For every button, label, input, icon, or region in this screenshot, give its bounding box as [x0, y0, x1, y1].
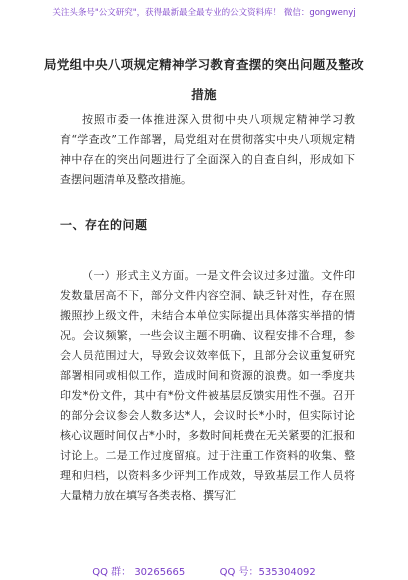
intro-paragraph: 按照市委一体推进深入贯彻中央八项规定精神学习教育“学查改”工作部署，局党组对在贯彻落实中央八项规定精神中存在的突出问题进行了全面深入的自查自纠，形成如下查摆问题清单及整改措施。: [60, 113, 355, 186]
document-title: [0, 50, 408, 110]
header-banner: 关注头条号"公文研究"，获得最新最全最专业的公文资料库！ 微信：gongwenyj: [52, 8, 356, 18]
title-line-2: 措施: [191, 87, 217, 102]
footer-qq-number: QQ 号：535304092: [219, 567, 316, 578]
footer-qq-group: QQ 群： 30265665: [92, 567, 186, 578]
title-line-1: 局党组中央八项规定精神学习教育查摆的突出问题及整改: [43, 57, 364, 72]
section-heading: 一、存在的问题: [60, 218, 148, 232]
section-body-paragraph: （一）形式主义方面。一是文件会议过多过滥。文件印发数量居高不下，部分文件内容空洞、缺乏针对性，存在照搬照抄上级文件，未结合本单位实际提出具体落实举措的情况。会议频繁，一些会议主题不明确、议程安排不合理，参会人员范围过大，导致会议效率低下，且部分会议重复研究部署相同或相似工作，造成时间和资源的浪费。如一季度共印发*份文件，其中有*份文件被基层反馈实用性不强。召开的部分会议参会人数多达*人，会议时长*小时，但实际讨论核心议题时间仅占*小时，多数时间耗费在无关紧要的汇报和讨论上。二是工作过度留痕。过于注重工作资料的收集、整理和归档，以资料多少评判工作成效，导致基层工作人员将大量精力放在填写各类表格、撰写汇: [60, 269, 355, 502]
footer-contact: [0, 563, 408, 578]
